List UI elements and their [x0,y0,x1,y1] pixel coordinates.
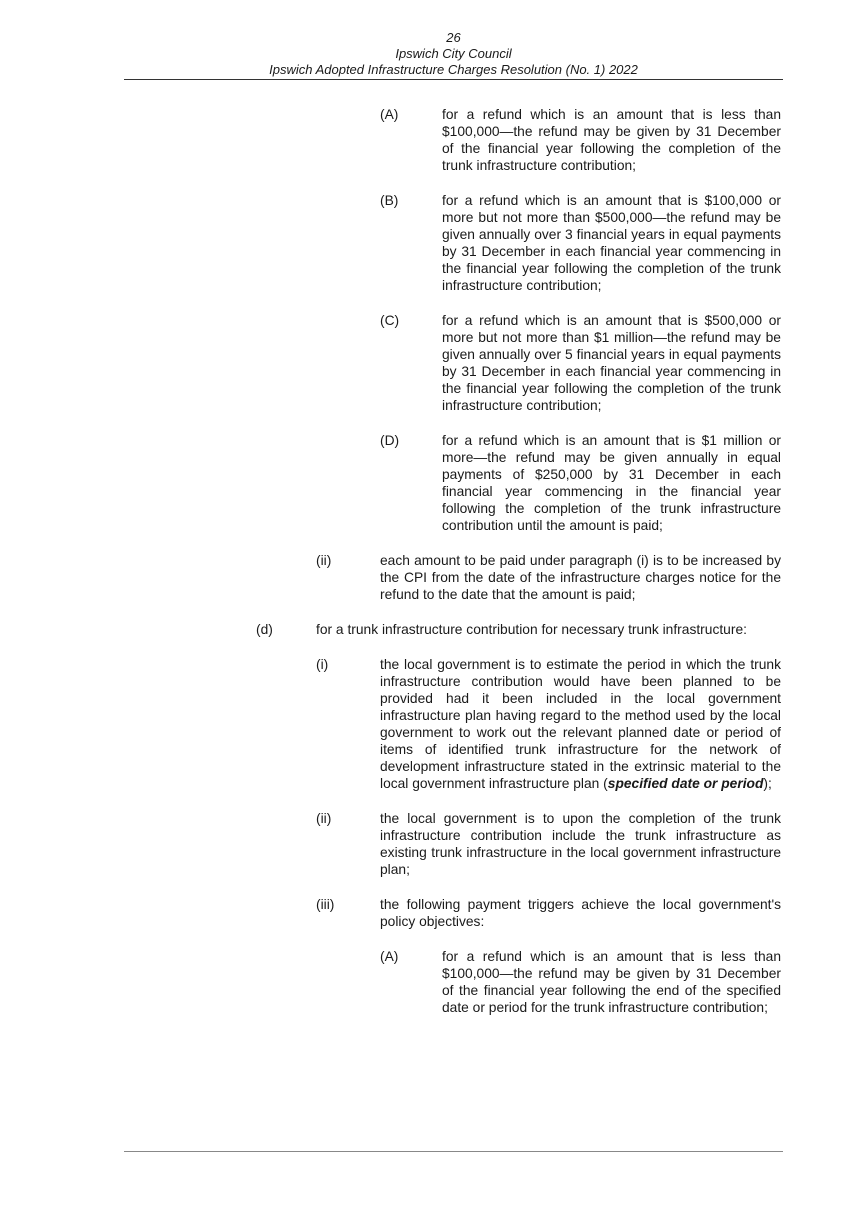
clause-text: for a refund which is an amount that is $100,000 or more but not more than $500,000—the refund may be given annually over 3 financial years in equal payments by 31 December in each financial year commencing in the financial year following the completion of the trunk infrastructure contribution; [442,193,781,293]
defined-term: specified date or period [607,776,764,791]
page-header [124,30,783,78]
clause-label: (D) [380,433,400,448]
clause-item [0,656,844,792]
clause-text-end: ); [763,776,772,791]
clause-label: (iii) [316,897,335,912]
clause-item [0,312,844,414]
clause-item [0,810,844,878]
clause-label: (A) [380,107,399,122]
clause-text [380,656,781,792]
clause-text-start: the local government is to estimate the period in which the trunk infrastructure contribution would have been planned to be provided had it been included in the local government infrastructure plan having regard to the method used by the local government to work out the relevant planned date or period of items of identified trunk infrastructure for the network of development infrastructure stated in the extrinsic material to the local government infrastructure plan ( [380,657,781,791]
footer-rule [124,1151,783,1152]
organisation-name: Ipswich City Council [395,46,512,61]
clause-text: for a refund which is an amount that is $500,000 or more but not more than $1 million—the refund may be given annually over 5 financial years in equal payments by 31 December in each financial year commencing in the financial year following the completion of the trunk infrastructure contribution; [442,313,781,413]
clause-text: for a refund which is an amount that is less than $100,000—the refund may be given by 31 December of the financial year following the end of the specified date or period for the trunk infrastructure contribution; [442,949,781,1015]
clause-item [0,432,844,534]
clause-label: (ii) [316,811,332,826]
clause-label: (d) [256,622,273,637]
clause-label: (i) [316,657,329,672]
clause-item [0,896,844,930]
clause-label: (C) [380,313,400,328]
clause-item [0,621,844,638]
clause-text: for a refund which is an amount that is less than $100,000—the refund may be given by 31 December of the financial year following the completion of the trunk infrastructure contribution; [442,107,781,173]
clause-label: (ii) [316,553,332,568]
header-rule [124,79,783,80]
clause-item [0,192,844,294]
clause-label: (A) [380,949,399,964]
page-number: 26 [446,30,461,45]
clause-text: each amount to be paid under paragraph (i) is to be increased by the CPI from the date of the infrastructure charges notice for the refund to the date that the amount is paid; [380,553,781,602]
clause-text: the following payment triggers achieve the local government's policy objectives: [380,897,781,929]
clause-item [0,948,844,1016]
clause-item [0,106,844,174]
document-title: Ipswich Adopted Infrastructure Charges Resolution (No. 1) 2022 [269,62,638,77]
clause-item [0,552,844,603]
clause-text: the local government is to upon the completion of the trunk infrastructure contribution include the trunk infrastructure as existing trunk infrastructure in the local government infrastructure plan; [380,811,781,877]
clause-label: (B) [380,193,399,208]
clause-text: for a trunk infrastructure contribution for necessary trunk infrastructure: [316,622,747,637]
document-body [0,106,844,1016]
clause-text: for a refund which is an amount that is $1 million or more—the refund may be given annually in equal payments of $250,000 by 31 December in each financial year commencing in the financial year following the completion of the trunk infrastructure contribution until the amount is paid; [442,433,781,533]
